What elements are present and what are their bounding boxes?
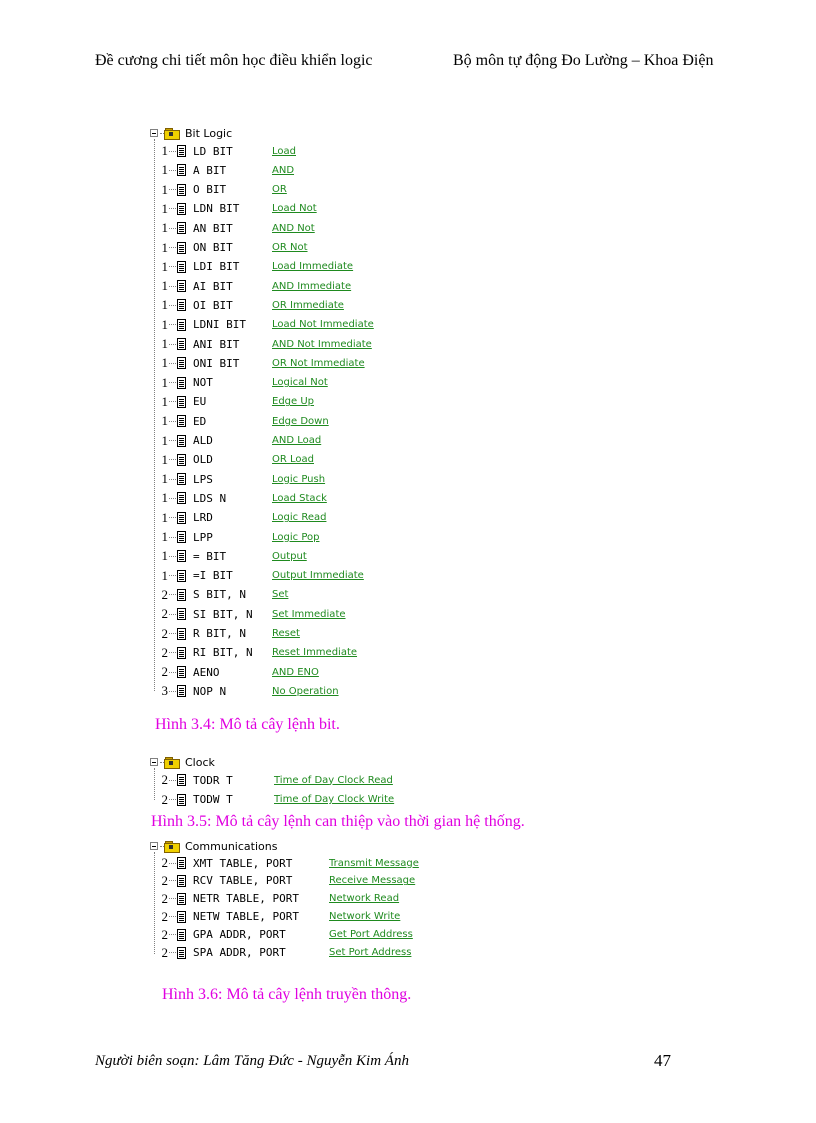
instruction-help-link[interactable]: OR Not — [272, 242, 308, 253]
tree-item[interactable] — [160, 393, 315, 410]
document-icon — [177, 947, 186, 959]
instruction-help-link[interactable]: Network Read — [329, 893, 400, 905]
document-icon — [177, 666, 186, 678]
header-department: Bộ môn tự động Đo Lường – Khoa Điện — [453, 52, 714, 69]
tree-item[interactable] — [160, 413, 329, 429]
tree-item[interactable] — [160, 355, 365, 371]
page-number: 47 — [654, 1051, 671, 1070]
document-icon — [177, 338, 186, 350]
figure-caption-3-4: Hình 3.4: Mô tả cây lệnh bit. — [155, 716, 340, 733]
tree-item[interactable] — [160, 181, 287, 198]
instruction-mnemonic: O BIT — [193, 183, 227, 197]
instruction-help-link[interactable]: Load Not — [272, 203, 317, 215]
instruction-mnemonic: LDNI BIT — [193, 318, 246, 332]
document-icon — [177, 319, 186, 331]
instruction-arg-count: 1 — [161, 490, 168, 506]
instruction-arg-count: 2 — [161, 890, 168, 906]
instruction-arg-count: 2 — [161, 926, 168, 942]
tree-item[interactable] — [160, 509, 327, 526]
instruction-help-link[interactable]: Time of Day Clock Write — [274, 794, 395, 805]
instruction-help-link[interactable]: AND Not — [272, 222, 315, 234]
document-icon — [177, 608, 186, 620]
instruction-arg-count: 1 — [161, 509, 168, 525]
instruction-arg-count: 1 — [161, 529, 168, 544]
document-icon — [177, 222, 186, 234]
instruction-mnemonic: =I BIT — [193, 569, 233, 583]
instruction-help-link[interactable]: Edge Down — [272, 415, 329, 427]
document-icon — [177, 857, 186, 869]
instruction-arg-count: 3 — [161, 683, 168, 699]
collapse-toggle-icon[interactable] — [150, 758, 158, 766]
instruction-arg-count: 2 — [161, 908, 168, 924]
instruction-arg-count: 2 — [161, 872, 168, 888]
tree-item[interactable] — [160, 664, 319, 680]
instruction-arg-count: 1 — [161, 181, 168, 197]
tree-item[interactable] — [160, 683, 339, 699]
document-icon — [177, 794, 186, 806]
instruction-help-link[interactable]: Load Not Immediate — [272, 319, 374, 331]
instruction-mnemonic: R BIT, N — [193, 627, 246, 640]
figure-caption-3-6: Hình 3.6: Mô tả cây lệnh truyền thông. — [162, 986, 412, 1003]
instruction-help-link[interactable]: Output Immediate — [272, 570, 364, 582]
tree-item[interactable] — [160, 471, 326, 487]
document-icon — [177, 280, 186, 292]
document-icon — [177, 911, 186, 923]
tree-item[interactable] — [160, 644, 358, 661]
instruction-arg-count: 1 — [161, 200, 168, 216]
tree-item[interactable] — [160, 548, 307, 564]
document-icon — [177, 492, 186, 504]
document-icon — [177, 473, 186, 485]
document-icon — [177, 203, 186, 215]
figure-caption-3-5: Hình 3.5: Mô tả cây lệnh can thiệp vào thời gian hệ thống. — [151, 813, 525, 830]
instruction-help-link[interactable]: Reset — [272, 628, 300, 639]
instruction-arg-count: 2 — [161, 625, 168, 641]
communications-label: Communications — [185, 839, 278, 853]
folder-icon — [164, 757, 180, 768]
document-icon — [177, 875, 186, 887]
instruction-mnemonic: ANI BIT — [193, 337, 240, 351]
tree-item[interactable] — [160, 944, 412, 961]
instruction-mnemonic: AENO — [193, 665, 220, 679]
folder-icon — [164, 128, 180, 139]
document-icon — [177, 299, 186, 311]
instruction-help-link[interactable]: Set — [272, 589, 289, 601]
folder-icon — [164, 841, 180, 852]
instruction-arg-count: 1 — [161, 297, 168, 313]
document-icon — [177, 893, 186, 905]
instruction-mnemonic: LDS N — [193, 491, 227, 505]
instruction-help-link[interactable]: Receive Message — [329, 875, 416, 887]
instruction-mnemonic: A BIT — [193, 163, 227, 177]
document-icon — [177, 184, 186, 196]
tree-item[interactable] — [160, 567, 364, 584]
document-icon — [177, 647, 186, 659]
tree-guide-line — [154, 768, 155, 800]
instruction-arg-count: 1 — [161, 432, 168, 448]
instruction-arg-count: 2 — [161, 944, 168, 960]
instruction-mnemonic: NETR TABLE, PORT — [193, 892, 299, 906]
instruction-mnemonic: S BIT, N — [193, 588, 246, 602]
instruction-mnemonic: ONI BIT — [193, 356, 240, 370]
instruction-mnemonic: ALD — [193, 434, 213, 447]
collapse-toggle-icon[interactable] — [150, 129, 158, 137]
instruction-mnemonic: LDI BIT — [193, 260, 240, 274]
tree-item[interactable] — [160, 451, 314, 468]
tree-item[interactable] — [160, 855, 419, 871]
instruction-help-link[interactable]: AND Load — [272, 435, 322, 446]
clock-root[interactable] — [150, 754, 215, 770]
instruction-help-link[interactable]: Logical Not — [272, 377, 328, 389]
instruction-arg-count: 2 — [161, 791, 168, 807]
bit-logic-root[interactable] — [150, 125, 232, 141]
instruction-mnemonic: RCV TABLE, PORT — [193, 874, 293, 888]
instruction-help-link[interactable]: AND Not Immediate — [272, 338, 372, 350]
document-icon — [177, 454, 186, 466]
document-icon — [177, 685, 186, 697]
instruction-arg-count: 2 — [161, 644, 168, 660]
instruction-mnemonic: LD BIT — [193, 144, 233, 158]
instruction-arg-count: 1 — [161, 413, 168, 429]
document-icon — [177, 570, 186, 582]
tree-item[interactable] — [160, 258, 354, 275]
instruction-arg-count: 2 — [161, 664, 168, 680]
bit-logic-label: Bit Logic — [185, 126, 233, 140]
instruction-help-link[interactable]: Output — [272, 550, 307, 562]
document-icon — [177, 164, 186, 176]
tree-item[interactable] — [160, 432, 322, 449]
document-icon — [177, 589, 186, 601]
instruction-help-link[interactable]: AND — [272, 164, 295, 176]
tree-item[interactable] — [160, 908, 401, 925]
instruction-arg-count: 1 — [161, 393, 168, 409]
instruction-help-link[interactable]: Logic Read — [272, 512, 327, 524]
tree-item[interactable] — [160, 297, 344, 313]
document-icon — [177, 357, 186, 369]
tree-item[interactable] — [160, 162, 295, 178]
instruction-mnemonic: ED — [193, 414, 207, 428]
instruction-help-link[interactable]: Network Write — [329, 911, 401, 923]
document-icon — [177, 550, 186, 562]
tree-item[interactable] — [160, 220, 315, 236]
tree-item[interactable] — [160, 772, 393, 788]
instruction-arg-count: 1 — [161, 220, 168, 236]
document-icon — [177, 774, 186, 786]
instruction-help-link[interactable]: Get Port Address — [329, 929, 413, 941]
instruction-mnemonic: XMT TABLE, PORT — [193, 856, 293, 870]
document-icon — [177, 242, 186, 254]
tree-item[interactable] — [160, 316, 374, 333]
instruction-arg-count: 2 — [161, 606, 168, 622]
instruction-help-link[interactable]: OR Load — [272, 454, 314, 466]
instruction-help-link[interactable]: Logic Pop — [272, 531, 320, 543]
instruction-help-link[interactable]: OR Not Immediate — [272, 357, 365, 369]
tree-item[interactable] — [160, 374, 328, 391]
instruction-mnemonic: AI BIT — [193, 279, 233, 293]
instruction-arg-count: 1 — [161, 471, 168, 487]
collapse-toggle-icon[interactable] — [150, 842, 158, 850]
tree-item[interactable] — [160, 872, 416, 889]
instruction-mnemonic: AN BIT — [193, 221, 233, 235]
tree-item[interactable] — [160, 336, 372, 352]
instruction-help-link[interactable]: Time of Day Clock Read — [274, 774, 393, 786]
instruction-help-link[interactable]: AND ENO — [272, 666, 319, 678]
instruction-mnemonic: LDN BIT — [193, 202, 240, 216]
instruction-arg-count: 1 — [161, 451, 168, 467]
communications-root[interactable] — [150, 838, 277, 854]
instruction-help-link[interactable]: Transmit Message — [329, 857, 419, 869]
instruction-arg-count: 1 — [161, 567, 168, 583]
instruction-mnemonic: NOT — [193, 376, 213, 390]
instruction-mnemonic: LPP — [193, 530, 213, 544]
instruction-mnemonic: LRD — [193, 511, 213, 525]
instruction-help-link[interactable]: Logic Push — [272, 473, 326, 485]
instruction-mnemonic: NETW TABLE, PORT — [193, 910, 299, 924]
instruction-arg-count: 2 — [161, 586, 168, 602]
instruction-arg-count: 1 — [161, 374, 168, 390]
instruction-help-link[interactable]: Reset Immediate — [272, 647, 358, 659]
instruction-arg-count: 1 — [161, 143, 168, 158]
instruction-arg-count: 2 — [161, 855, 168, 870]
instruction-mnemonic: TODW T — [193, 793, 233, 806]
tree-item[interactable] — [160, 239, 308, 256]
instruction-arg-count: 2 — [161, 772, 168, 787]
instruction-mnemonic: LPS — [193, 472, 213, 486]
document-icon — [177, 929, 186, 941]
instruction-arg-count: 1 — [161, 258, 168, 274]
instruction-help-link[interactable]: Load — [272, 145, 296, 157]
instruction-help-link[interactable]: Set Port Address — [329, 947, 412, 958]
instruction-mnemonic: NOP N — [193, 684, 227, 698]
instruction-mnemonic: SI BIT, N — [193, 607, 253, 621]
header-course-title: Đề cương chi tiết môn học điều khiển logic — [95, 52, 373, 69]
instruction-arg-count: 1 — [161, 336, 168, 351]
tree-guide-line — [154, 139, 155, 691]
instruction-arg-count: 1 — [161, 355, 168, 371]
instruction-mnemonic: = BIT — [193, 549, 227, 563]
tree-item[interactable] — [160, 278, 352, 294]
tree-item[interactable] — [160, 490, 327, 506]
document-icon — [177, 261, 186, 273]
instruction-help-link[interactable]: AND Immediate — [272, 280, 352, 292]
instruction-arg-count: 1 — [161, 278, 168, 294]
tree-item[interactable] — [160, 200, 317, 217]
tree-item[interactable] — [160, 143, 296, 159]
document-icon — [177, 628, 186, 640]
instruction-help-link[interactable]: OR — [272, 184, 287, 196]
instruction-help-link[interactable]: Set Immediate — [272, 608, 346, 620]
tree-item[interactable] — [160, 926, 413, 943]
instruction-arg-count: 1 — [161, 316, 168, 332]
tree-item[interactable] — [160, 890, 400, 907]
instruction-mnemonic: SPA ADDR, PORT — [193, 946, 286, 959]
document-icon — [177, 512, 186, 524]
tree-item[interactable] — [160, 606, 346, 622]
document-icon — [177, 145, 186, 157]
instruction-mnemonic: EU — [193, 395, 207, 409]
document-icon — [177, 531, 186, 543]
footer-author: Người biên soạn: Lâm Tăng Đức - Nguyễn Kim Ánh — [95, 1053, 409, 1069]
tree-guide-line — [154, 852, 155, 954]
document-icon — [177, 415, 186, 427]
instruction-help-link[interactable]: Load Immediate — [272, 261, 354, 273]
instruction-mnemonic: OI BIT — [193, 298, 233, 312]
instruction-mnemonic: GPA ADDR, PORT — [193, 928, 286, 942]
tree-item[interactable] — [160, 791, 395, 808]
clock-label: Clock — [185, 755, 215, 769]
tree-item[interactable] — [160, 625, 300, 642]
instruction-mnemonic: ON BIT — [193, 241, 233, 254]
document-icon — [177, 377, 186, 389]
instruction-mnemonic: OLD — [193, 453, 213, 467]
tree-item[interactable] — [160, 529, 320, 545]
instruction-mnemonic: RI BIT, N — [193, 646, 253, 660]
document-icon — [177, 435, 186, 447]
instruction-help-link[interactable]: Edge Up — [272, 396, 315, 408]
instruction-help-link[interactable]: OR Immediate — [272, 299, 344, 311]
document-icon — [177, 396, 186, 408]
instruction-arg-count: 1 — [161, 162, 168, 178]
instruction-arg-count: 1 — [161, 239, 168, 255]
instruction-arg-count: 1 — [161, 548, 168, 564]
instruction-help-link[interactable]: Load Stack — [272, 492, 327, 504]
instruction-mnemonic: TODR T — [193, 773, 233, 787]
instruction-help-link[interactable]: No Operation — [272, 685, 339, 697]
tree-item[interactable] — [160, 586, 289, 603]
